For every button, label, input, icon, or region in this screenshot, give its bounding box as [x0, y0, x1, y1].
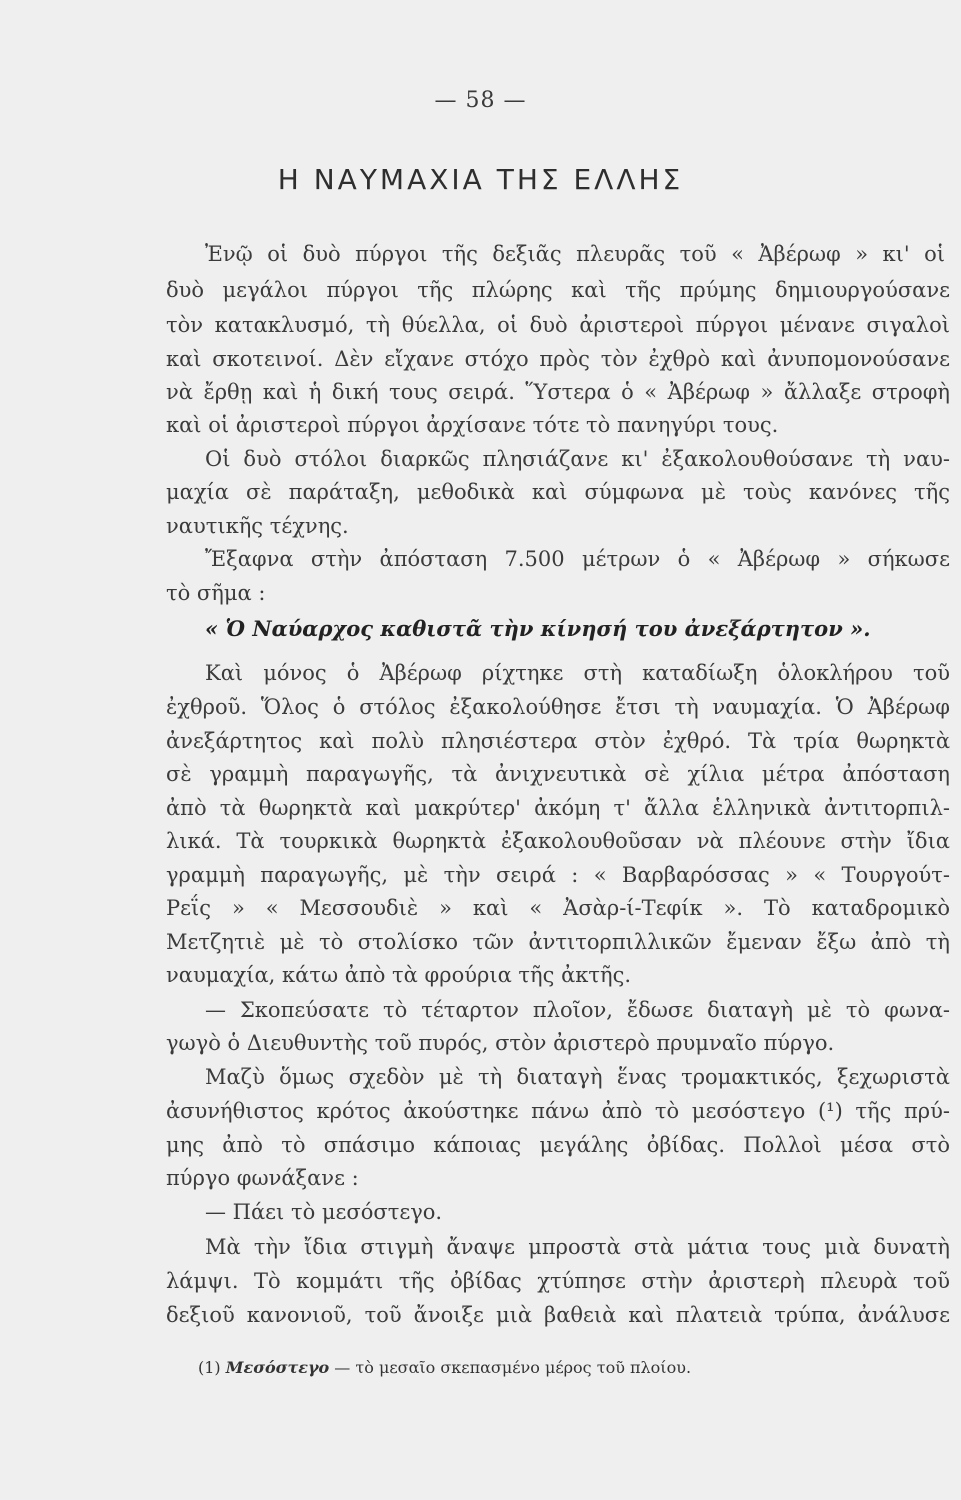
text-line: — Σκοπεύσατε τὸ τέταρτον πλοῖον, ἔδωσε διαταγὴ μὲ τὸ φωνα- — [205, 998, 950, 1022]
text-line: λικά. Τὰ τουρκικὰ θωρηκτὰ ἐξακολουθοῦσαν νὰ πλέουνε στὴν ἴδια — [166, 829, 950, 853]
chapter-title: Η ΝΑΥΜΑΧΙΑ ΤΗΣ ΕΛΛΗΣ — [277, 163, 684, 196]
text-line: Μαζὺ ὅμως σχεδὸν μὲ τὴ διαταγὴ ἕνας τρομακτικός, ξεχωριστὰ — [205, 1065, 950, 1089]
text-line: Μὰ τὴν ἴδια στιγμὴ ἄναψε μπροστὰ στὰ μάτια τους μιὰ δυνατὴ — [205, 1235, 950, 1259]
text-line: Καὶ μόνος ὁ Ἀβέρωφ ρίχτηκε στὴ καταδίωξη ὁλοκλήρου τοῦ — [205, 661, 950, 685]
text-line: νὰ ἔρθῃ καὶ ἡ δική τους σειρά. Ὕστερα ὁ « Ἀβέρωφ » ἄλλαξε στροφὴ — [166, 380, 950, 404]
text-line: — Πάει τὸ μεσόστεγο. — [205, 1200, 443, 1224]
text-line: ναυμαχία, κάτω ἀπὸ τὰ φρούρια τῆς ἀκτῆς. — [166, 963, 632, 987]
footnote — [198, 1358, 691, 1377]
text-line: Οἱ δυὸ στόλοι διαρκῶς πλησιάζανε κι' ἐξακολουθούσανε τὴ ναυ- — [205, 447, 950, 471]
text-line: γραμμὴ παραγωγῆς, μὲ τὴν σειρά : « Βαρβαρόσσας » « Τουργούτ- — [166, 863, 950, 887]
text-line: δεξιοῦ κανονιοῦ, τοῦ ἄνοιξε μιὰ βαθειὰ καὶ πλατειὰ τρύπα, ἀνάλυσε — [166, 1303, 950, 1327]
text-line: δυὸ μεγάλοι πύργοι τῆς πλώρης καὶ τῆς πρύμης δημιουργούσανε — [166, 278, 950, 302]
text-line: Ἐνῷ οἱ δυὸ πύργοι τῆς δεξιᾶς πλευρᾶς τοῦ « Ἀβέρωφ » κι' οἱ — [205, 242, 945, 266]
text-line: πύργο φωνάξανε : — [166, 1166, 359, 1190]
text-line: τὸν κατακλυσμό, τὴ θύελλα, οἱ δυὸ ἀριστεροὶ πύργοι μένανε σιγαλοὶ — [166, 313, 950, 337]
text-line: Ρεΐς » « Μεσσουδιὲ » καὶ « Ἀσὰρ-ί-Τεφίκ ». Τὸ καταδρομικὸ — [166, 896, 950, 920]
text-line: λάμψι. Τὸ κομμάτι τῆς ὀβίδας χτύπησε στὴν ἀριστερὴ πλευρὰ τοῦ — [166, 1269, 950, 1293]
text-line: καὶ σκοτεινοί. Δὲν εἴχανε στόχο πρὸς τὸν ἐχθρὸ καὶ ἀνυπομονούσανε — [166, 347, 950, 371]
text-line: γωγὸ ὁ Διευθυντὴς τοῦ πυρός, στὸν ἀριστερὸ πρυμναῖο πύργο. — [166, 1031, 835, 1055]
footnote-term: Μεσόστεγο — [225, 1358, 330, 1377]
text-line: Μετζητιὲ μὲ τὸ στολίσκο τῶν ἀντιτορπιλλικῶν ἔμεναν ἔξω ἀπὸ τὴ — [166, 930, 950, 954]
text-line: τὸ σῆμα : — [166, 581, 266, 605]
signal-quote: « Ὁ Ναύαρχος καθιστᾶ τὴν κίνησή του ἀνεξάρτητον ». — [205, 616, 871, 641]
text-line: ναυτικῆς τέχνης. — [166, 514, 349, 538]
text-line: Ἔξαφνα στὴν ἀπόσταση 7.500 μέτρων ὁ « Ἀβέρωφ » σήκωσε — [205, 547, 950, 571]
footnote-text: — τὸ μεσαῖο σκεπασμένο μέρος τοῦ πλοίου. — [334, 1358, 692, 1377]
text-line: ἀνεξάρτητος καὶ πολὺ πλησιέστερα στὸν ἐχθρό. Τὰ τρία θωρηκτὰ — [166, 729, 950, 753]
text-line: ἀσυνήθιστος κρότος ἀκούστηκε πάνω ἀπὸ τὸ μεσόστεγο (¹) τῆς πρύ- — [166, 1099, 950, 1123]
text-line: μης ἀπὸ τὸ σπάσιμο κάποιας μεγάλης ὀβίδας. Πολλοὶ μέσα στὸ — [166, 1133, 950, 1157]
text-line: σὲ γραμμὴ παραγωγῆς, τὰ ἀνιχνευτικὰ σὲ χίλια μέτρα ἀπόσταση — [166, 762, 950, 786]
text-line: ἀπὸ τὰ θωρηκτὰ καὶ μακρύτερ' ἀκόμη τ' ἄλλα ἑλληνικὰ ἀντιτορπιλ- — [166, 796, 950, 820]
page-number: — 58 — — [434, 88, 527, 113]
footnote-marker: (1) — [198, 1358, 221, 1377]
text-line: μαχία σὲ παράταξη, μεθοδικὰ καὶ σύμφωνα μὲ τοὺς κανόνες τῆς — [166, 480, 950, 504]
text-line: καὶ οἱ ἀριστεροὶ πύργοι ἀρχίσανε τότε τὸ πανηγύρι τους. — [166, 413, 779, 437]
text-line: ἐχθροῦ. Ὅλος ὁ στόλος ἐξακολούθησε ἔτσι τὴ ναυμαχία. Ὁ Ἀβέρωφ — [166, 695, 950, 719]
